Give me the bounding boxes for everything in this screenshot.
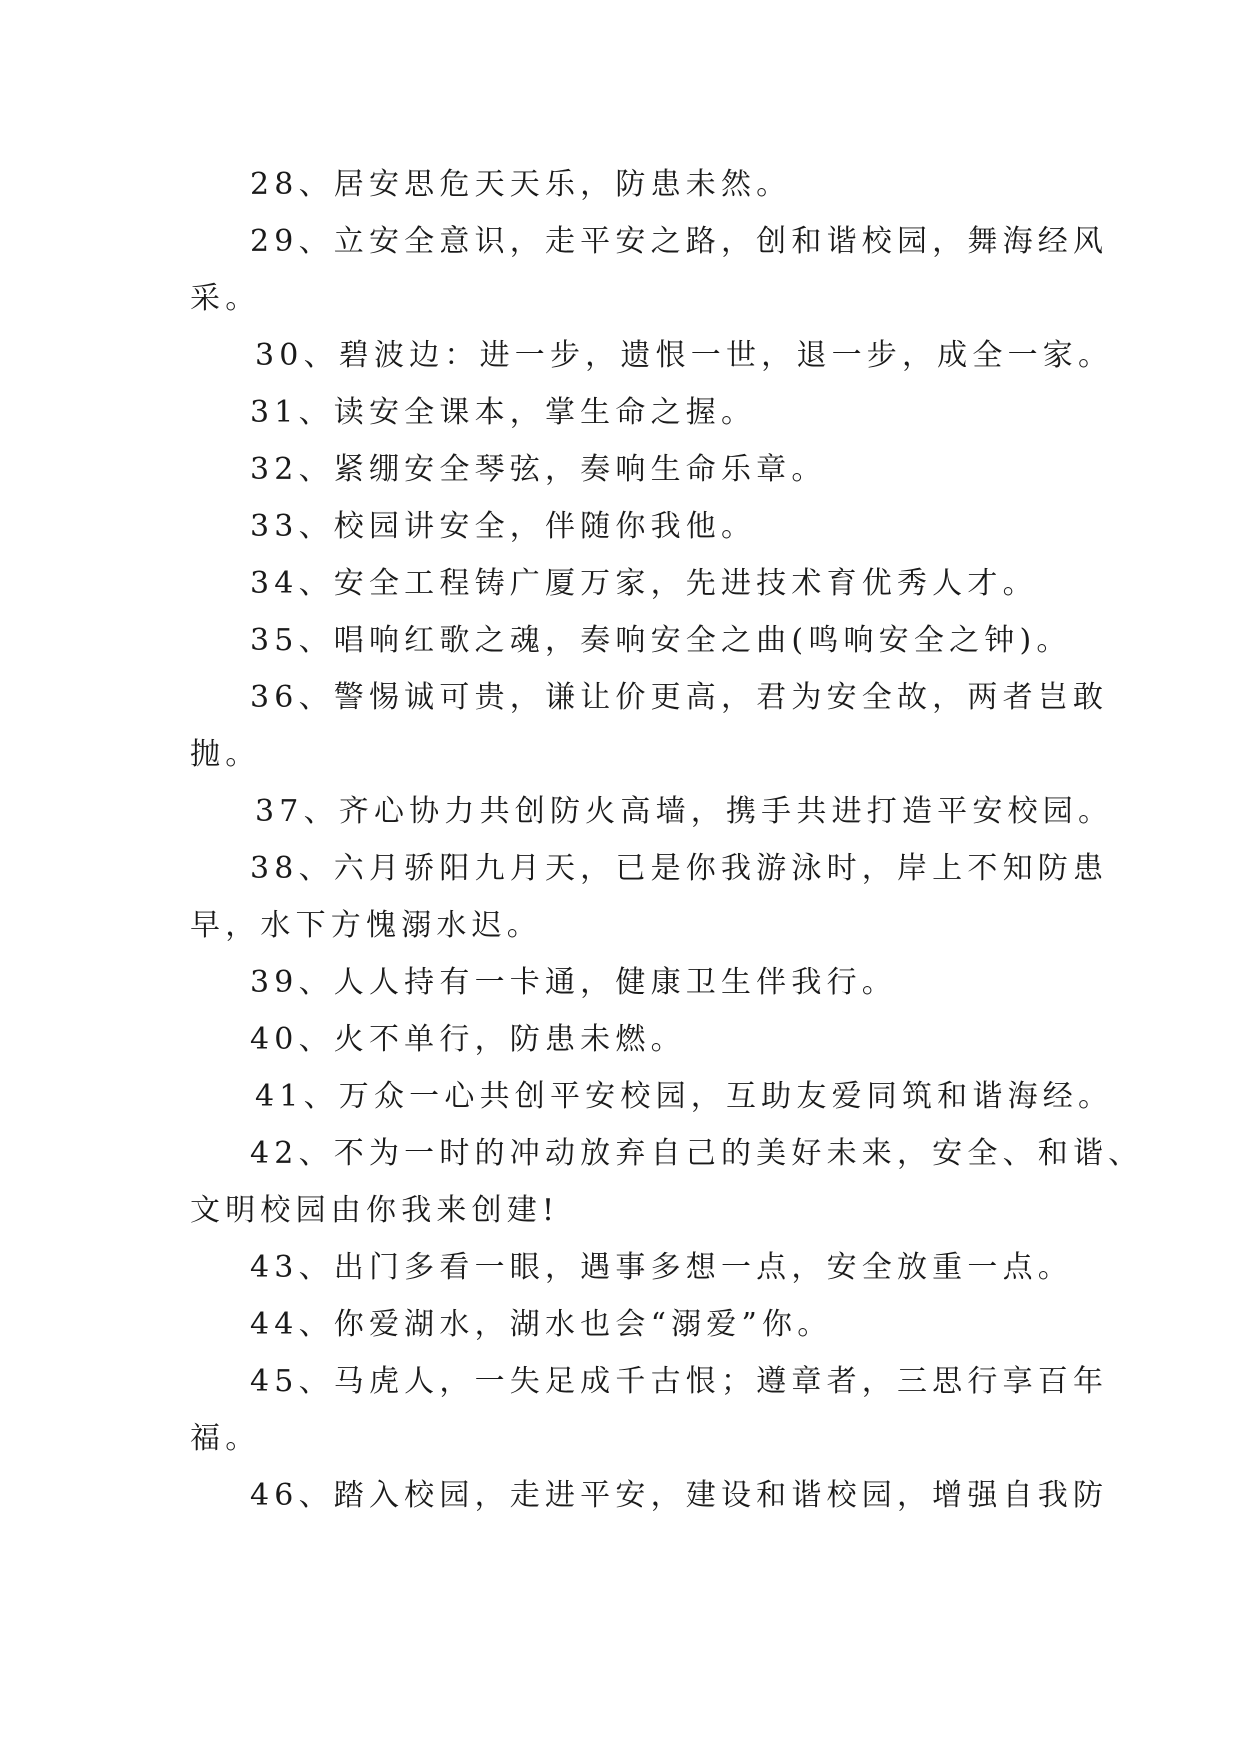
slogan-37: 37、齐心协力共创防火高墙，携手共进打造平安校园。 — [255, 794, 1114, 829]
slogan-36-continuation: 抛。 — [190, 737, 261, 772]
slogan-28: 28、居安思危天天乐，防患未然。 — [250, 167, 792, 202]
slogan-41: 41、万众一心共创平安校园，互助友爱同筑和谐海经。 — [255, 1079, 1114, 1114]
slogan-38-continuation: 早，水下方愧溺水迟。 — [190, 908, 542, 943]
slogan-36: 36、警惕诚可贵，谦让价更高，君为安全故，两者岂敢 — [250, 680, 1109, 715]
slogan-29-continuation: 采。 — [190, 281, 261, 316]
slogan-45: 45、马虎人，一失足成千古恨；遵章者，三思行享百年 — [250, 1364, 1109, 1399]
slogan-29: 29、立安全意识，走平安之路，创和谐校园，舞海经风 — [250, 224, 1109, 259]
slogan-43: 43、出门多看一眼，遇事多想一点，安全放重一点。 — [250, 1250, 1073, 1285]
slogan-46: 46、踏入校园，走进平安，建设和谐校园，增强自我防 — [250, 1478, 1109, 1513]
slogan-31: 31、读安全课本，掌生命之握。 — [250, 395, 757, 430]
slogan-45-continuation: 福。 — [190, 1421, 261, 1456]
slogan-33: 33、校园讲安全，伴随你我他。 — [250, 509, 757, 544]
slogan-34: 34、安全工程铸广厦万家，先进技术育优秀人才。 — [250, 566, 1038, 601]
slogan-32: 32、紧绷安全琴弦，奏响生命乐章。 — [250, 452, 827, 487]
slogan-30: 30、碧波边：进一步，遗恨一世，退一步，成全一家。 — [255, 338, 1114, 373]
slogan-39: 39、人人持有一卡通，健康卫生伴我行。 — [250, 965, 897, 1000]
slogan-38: 38、六月骄阳九月天，已是你我游泳时，岸上不知防患 — [250, 851, 1109, 886]
slogan-40: 40、火不单行，防患未燃。 — [250, 1022, 686, 1057]
slogan-44: 44、你爱湖水，湖水也会“溺爱”你。 — [250, 1307, 833, 1342]
slogan-42-continuation: 文明校园由你我来创建! — [190, 1193, 560, 1228]
slogan-35: 35、唱响红歌之魂，奏响安全之曲(鸣响安全之钟)。 — [250, 623, 1072, 658]
slogan-42: 42、不为一时的冲动放弃自己的美好未来，安全、和谐、 — [250, 1136, 1144, 1171]
